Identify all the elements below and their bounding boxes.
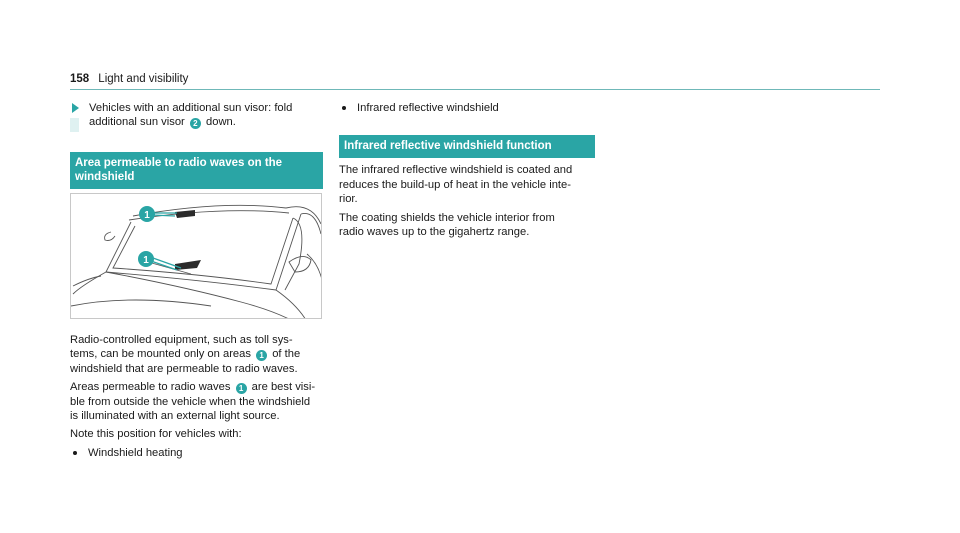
text-line: The infrared reflective windshield is coated and — [339, 164, 573, 177]
section-heading-infrared: Infrared reflective windshield function — [339, 135, 595, 158]
bullet-text: Windshield heating — [88, 446, 183, 459]
bullet-text: Infrared reflective windshield — [357, 102, 499, 114]
left-column — [70, 101, 323, 459]
windshield-illustration — [70, 193, 322, 319]
paragraph-1 — [339, 163, 595, 206]
figure-callout-2-icon — [138, 251, 154, 267]
paragraph-2 — [70, 380, 325, 423]
step-line-2 — [89, 115, 292, 129]
text-part: tems, can be mounted only on areas — [70, 348, 251, 361]
text-part: ble from outside the vehicle when the windshield — [70, 395, 311, 408]
permeable-area-bottom — [175, 260, 201, 270]
instruction-step — [70, 101, 323, 130]
text-part: is illuminated with an external light source. — [70, 410, 280, 423]
heading-line-2: windshield — [75, 171, 135, 183]
right-body-text — [339, 163, 595, 239]
text-line: rior. — [339, 193, 358, 206]
step-arrow-icon — [72, 101, 80, 115]
bullet-item — [70, 446, 325, 460]
text-part: of the — [272, 348, 301, 361]
page-number: 158 — [70, 73, 90, 85]
step-text-part: down. — [206, 116, 236, 129]
heading-line-1: Area permeable to radio waves on the — [75, 157, 283, 169]
windshield-drawing — [71, 194, 322, 319]
figure-callout-1-label: 1 — [144, 210, 150, 221]
bullet-icon — [73, 451, 77, 455]
figure-callout-1-icon — [139, 206, 155, 222]
page-section-title: Light and visibility — [98, 73, 189, 85]
right-column — [339, 101, 595, 243]
step-text — [89, 101, 292, 130]
text-line: reduces the build-up of heat in the vehicle inte- — [339, 178, 571, 191]
bullet-item — [339, 101, 595, 115]
number-badge-icon: 1 — [256, 350, 267, 361]
figure-callout-2-label: 1 — [143, 255, 149, 266]
permeable-area-top — [175, 210, 195, 218]
step-line-1: Vehicles with an additional sun visor: fold — [89, 102, 293, 114]
paragraph-2 — [339, 211, 595, 240]
text-part: Radio-controlled equipment, such as toll sys- — [70, 334, 293, 346]
text-part: windshield that are permeable to radio waves. — [70, 362, 298, 375]
paragraph-1 — [70, 333, 325, 376]
paragraph-3: Note this position for vehicles with: — [70, 428, 242, 441]
number-badge-icon: 1 — [236, 383, 247, 394]
left-body-text — [70, 333, 325, 460]
section-heading-radio-area — [70, 152, 323, 189]
page-header — [70, 72, 880, 90]
step-text-part: additional sun visor — [89, 116, 185, 129]
number-badge-icon: 2 — [190, 118, 201, 129]
text-part: Areas permeable to radio waves — [70, 381, 231, 394]
text-part: are best visi- — [251, 381, 316, 394]
bullet-icon — [342, 106, 346, 110]
text-line: The coating shields the vehicle interior from — [339, 211, 555, 224]
text-line: radio waves up to the gigahertz range. — [339, 226, 530, 239]
